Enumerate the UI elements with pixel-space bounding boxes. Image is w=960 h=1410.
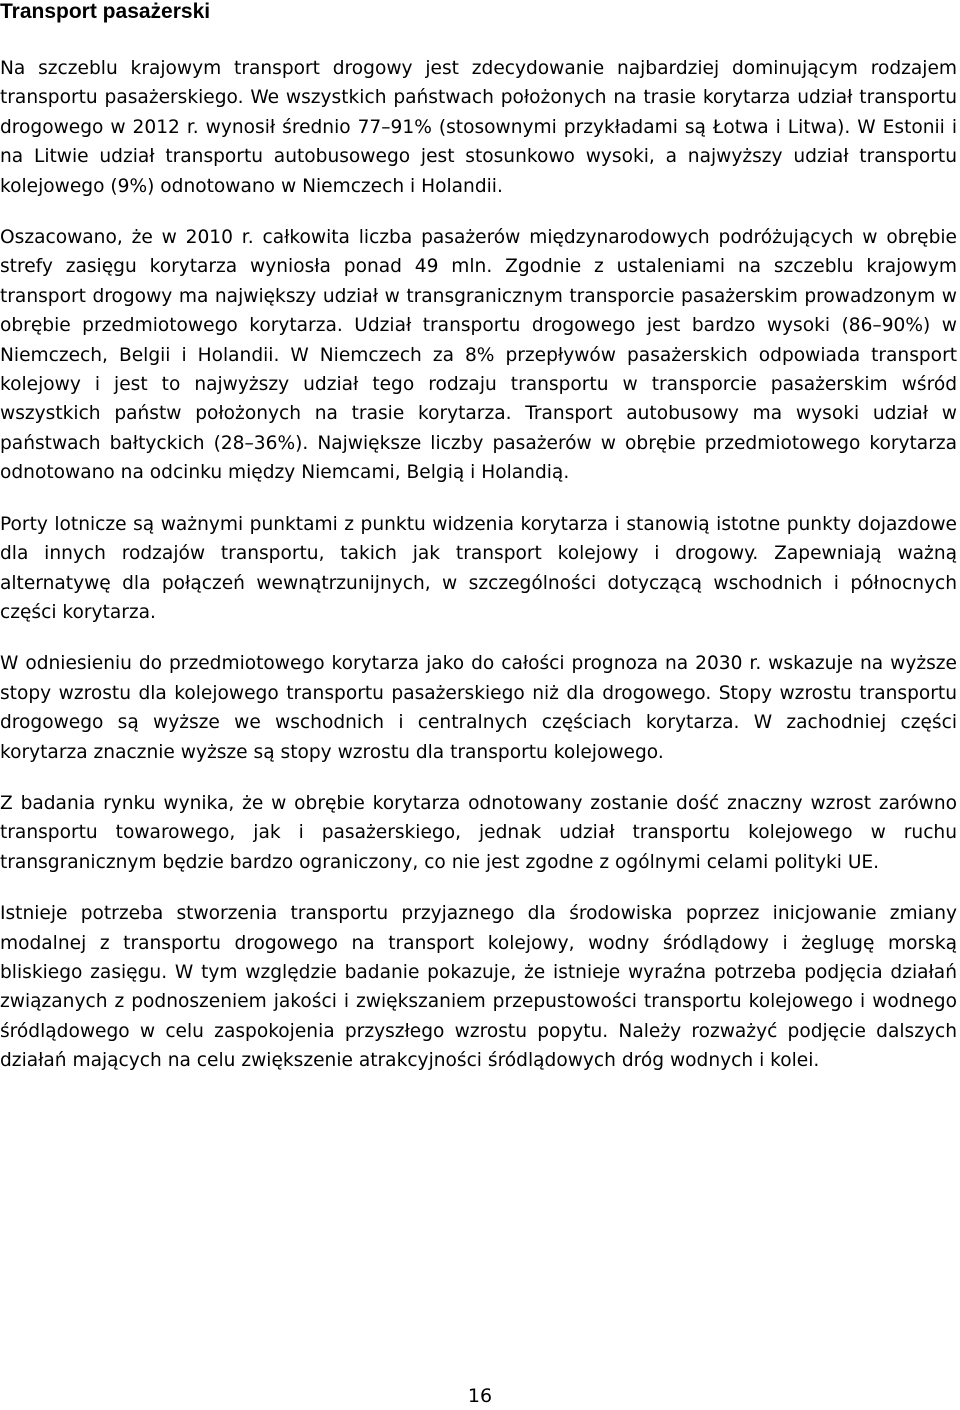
paragraph-airports: Porty lotnicze są ważnymi punktami z punktu widzenia korytarza i stanowią istotne punkty dojazdowe dla innych rodzajów transportu, takich jak transport kolejowy i drogowy. Zapewniają ważną alternatywę dla połączeń wewnątrzunijnych, w szczególności dotyczącą wschodnich i północnych części korytarza. (0, 513, 957, 623)
paragraph-forecast-2030: W odniesieniu do przedmiotowego korytarza jako do całości prognoza na 2030 r. wskazuje na wyższe stopy wzrostu dla kolejowego transportu pasażerskiego niż dla drogowego. Stopy wzrostu transportu drogowego są wyższe we wschodnich i centralnych częściach korytarza. W zachodniej części korytarza znacznie wyższe są stopy wzrostu dla transportu kolejowego. (0, 653, 957, 763)
paragraph-modal-shift: Istnieje potrzeba stworzenia transportu przyjaznego dla środowiska poprzez inicjowanie zmiany modalnej z transportu drogowego na transport kolejowy, wodny śródlądowy i żeglugę morską bliskiego zasięgu. W tym względzie badanie pokazuje, że istnieje wyraźna potrzeba podjęcia działań związanych z podnoszeniem jakości i zwiększaniem przepustowości transportu kolejowego i wodnego śródlądowego w celu zaspokojenia przyszłego wzrostu popytu. Należy rozważyć podjęcie dalszych działań mających na celu zwiększenie atrakcyjności śródlądowych dróg wodnych i kolei. (0, 903, 957, 1072)
paragraph-market-study: Z badania rynku wynika, że w obrębie korytarza odnotowany zostanie dość znaczny wzrost zarówno transportu towarowego, jak i pasażerskiego, jednak udział transportu kolejowego w ruchu transgranicznym będzie bardzo ograniczony, co nie jest zgodne z ogólnymi celami polityki UE. (0, 792, 957, 873)
paragraph-international-passengers: Oszacowano, że w 2010 r. całkowita liczba pasażerów międzynarodowych podróżujących w obrębie strefy zasięgu korytarza wyniosła ponad 49 mln. Zgodnie z ustaleniami na szczeblu krajowym transport drogowy ma największy udział w transgranicznym transporcie pasażerskim prowadzonym w obrębie przedmiotowego korytarza. Udział transportu drogowego jest bardzo wysoki (86–90%) w Niemczech, Belgii i Holandii. W Niemczech za 8% przepływów pasażerskich odpowiada transport kolejowy i jest to najwyższy udział tego rodzaju transportu w transporcie pasażerskim wśród wszystkich państw położonych na trasie korytarza. Transport autobusowy ma wysoki udział w państwach bałtyckich (28–36%). Największe liczby pasażerów w obrębie przedmiotowego korytarza odnotowano na odcinku między Niemcami, Belgią i Holandią. (0, 227, 957, 484)
page-number: 16 (467, 1385, 493, 1407)
section-heading: Transport pasażerski (0, 0, 211, 23)
paragraph-road-dominance: Na szczeblu krajowym transport drogowy jest zdecydowanie najbardziej dominującym rodzajem transportu pasażerskiego. We wszystkich państwach położonych na trasie korytarza udział transportu drogowego w 2012 r. wynosił średnio 77–91% (stosownymi przykładami są Łotwa i Litwa). W Estonii i na Litwie udział transportu autobusowego jest stosunkowo wysoki, a najwyższy udział transportu kolejowego (9%) odnotowano w Niemczech i Holandii. (0, 58, 957, 197)
